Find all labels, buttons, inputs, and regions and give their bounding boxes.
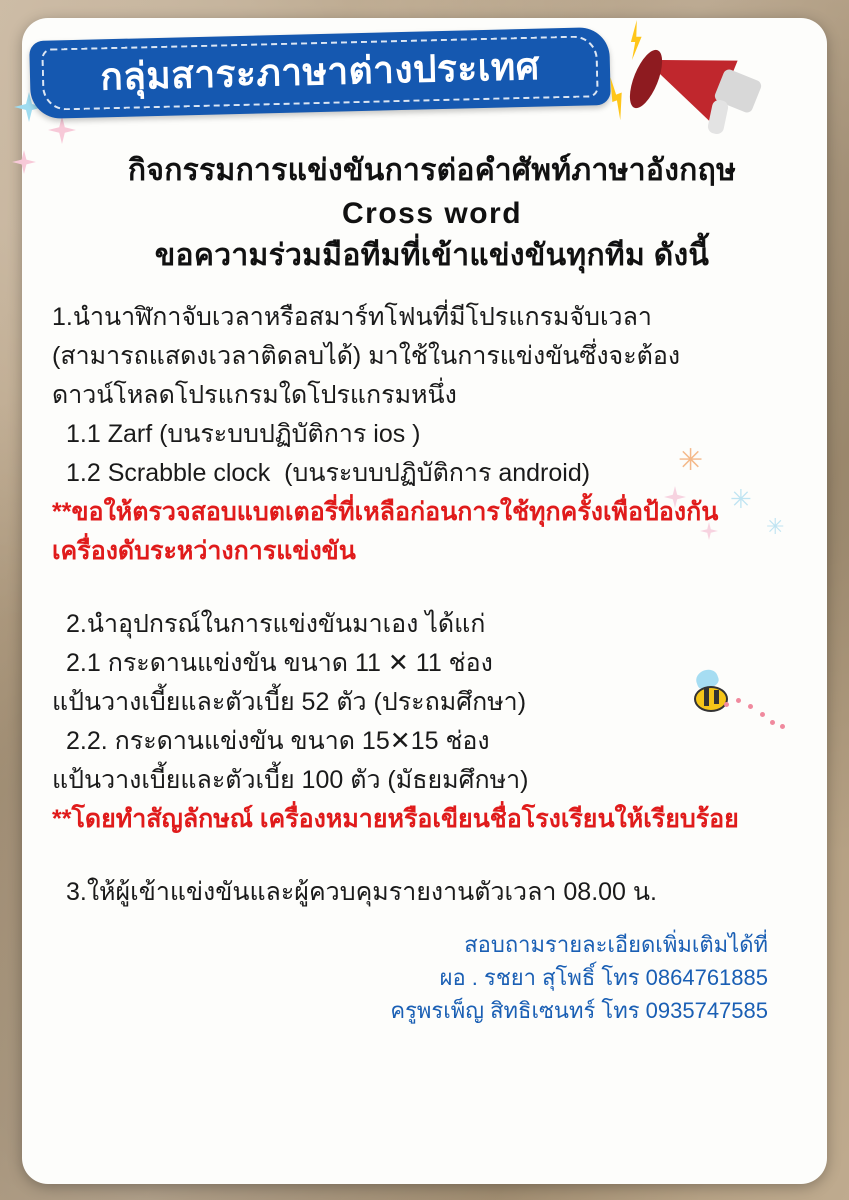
- footer-line-1: สอบถามรายละเอียดเพิ่มเติมได้ที่: [464, 931, 768, 957]
- footer-line-3: ครูพรเพ็ญ สิทธิเซนทร์ โทร 0935747585: [390, 997, 768, 1023]
- asterisk-decor-icon: ✳: [730, 484, 752, 514]
- banner-title: กลุ่มสาระภาษาต่างประเทศ: [99, 45, 541, 98]
- item-2-2: 2.2. กระดานแข่งขัน ขนาด 15✕15 ช่อง: [66, 726, 490, 755]
- megaphone-icon: [600, 22, 800, 157]
- warning-1-line-2: เครื่องดับระหว่างการแข่งขัน: [52, 536, 356, 565]
- item-2-1: 2.1 กระดานแข่งขัน ขนาด 11 ✕ 11 ช่อง: [66, 648, 493, 677]
- item-3: 3.ให้ผู้เข้าแข่งขันและผู้ควบคุมรายงานตัวเวลา 08.00 น.: [66, 877, 657, 906]
- item-2: 2.นำอุปกรณ์ในการแข่งขันมาเอง ได้แก่: [66, 609, 486, 638]
- asterisk-decor-icon: ✳: [766, 514, 785, 539]
- asterisk-decor-icon: ✳: [678, 444, 704, 477]
- item-1-line-2: (สามารถแสดงเวลาติดลบได้) มาใช้ในการแข่งขันซึ่งจะต้อง: [52, 341, 681, 370]
- lightning-bolt-icon: [628, 20, 644, 60]
- warning-1-line-1: **ขอให้ตรวจสอบแบตเตอรี่ที่เหลือก่อนการใช้ทุกครั้งเพื่อป้องกัน: [52, 497, 719, 526]
- poster-content: [52, 150, 812, 1027]
- title-line-3: ขอความร่วมมือทีมที่เข้าแข่งขันทุกทีม ดังนี้: [154, 239, 710, 273]
- warning-2: **โดยทำสัญลักษณ์ เครื่องหมายหรือเขียนชื่อโรงเรียนให้เรียบร้อย: [52, 804, 739, 833]
- lightning-bolt-icon: [601, 74, 633, 122]
- spacer: [52, 571, 812, 605]
- footer-line-2: ผอ . รชยา สุโพธิ์ โทร 0864761885: [439, 964, 768, 990]
- title-block: [52, 150, 812, 278]
- banner-shape: [29, 27, 611, 119]
- header-banner: [30, 28, 630, 120]
- item-1-1: 1.1 Zarf (บนระบบปฏิบัติการ ios ): [66, 419, 421, 448]
- title-line-2: Cross word: [341, 196, 523, 230]
- item-2-2-b: แป้นวางเบี้ยและตัวเบี้ย 100 ตัว (มัธยมศึกษา): [52, 765, 529, 794]
- body-block: [52, 298, 812, 912]
- spacer: [52, 839, 812, 873]
- item-1-line-3: ดาวน์โหลดโปรแกรมใดโปรแกรมหนึ่ง: [52, 380, 457, 409]
- title-line-1: กิจกรรมการแข่งขันการต่อคำศัพท์ภาษาอังกฤษ: [127, 154, 737, 187]
- footer-contact: [52, 928, 812, 1027]
- item-1-line-1: 1.นำนาฬิกาจับเวลาหรือสมาร์ทโฟนที่มีโปรแกรมจับเวลา: [52, 302, 652, 331]
- item-2-1-b: แป้นวางเบี้ยและตัวเบี้ย 52 ตัว (ประถมศึกษา): [52, 687, 527, 716]
- item-1-2: 1.2 Scrabble clock (บนระบบปฏิบัติการ android): [66, 458, 591, 487]
